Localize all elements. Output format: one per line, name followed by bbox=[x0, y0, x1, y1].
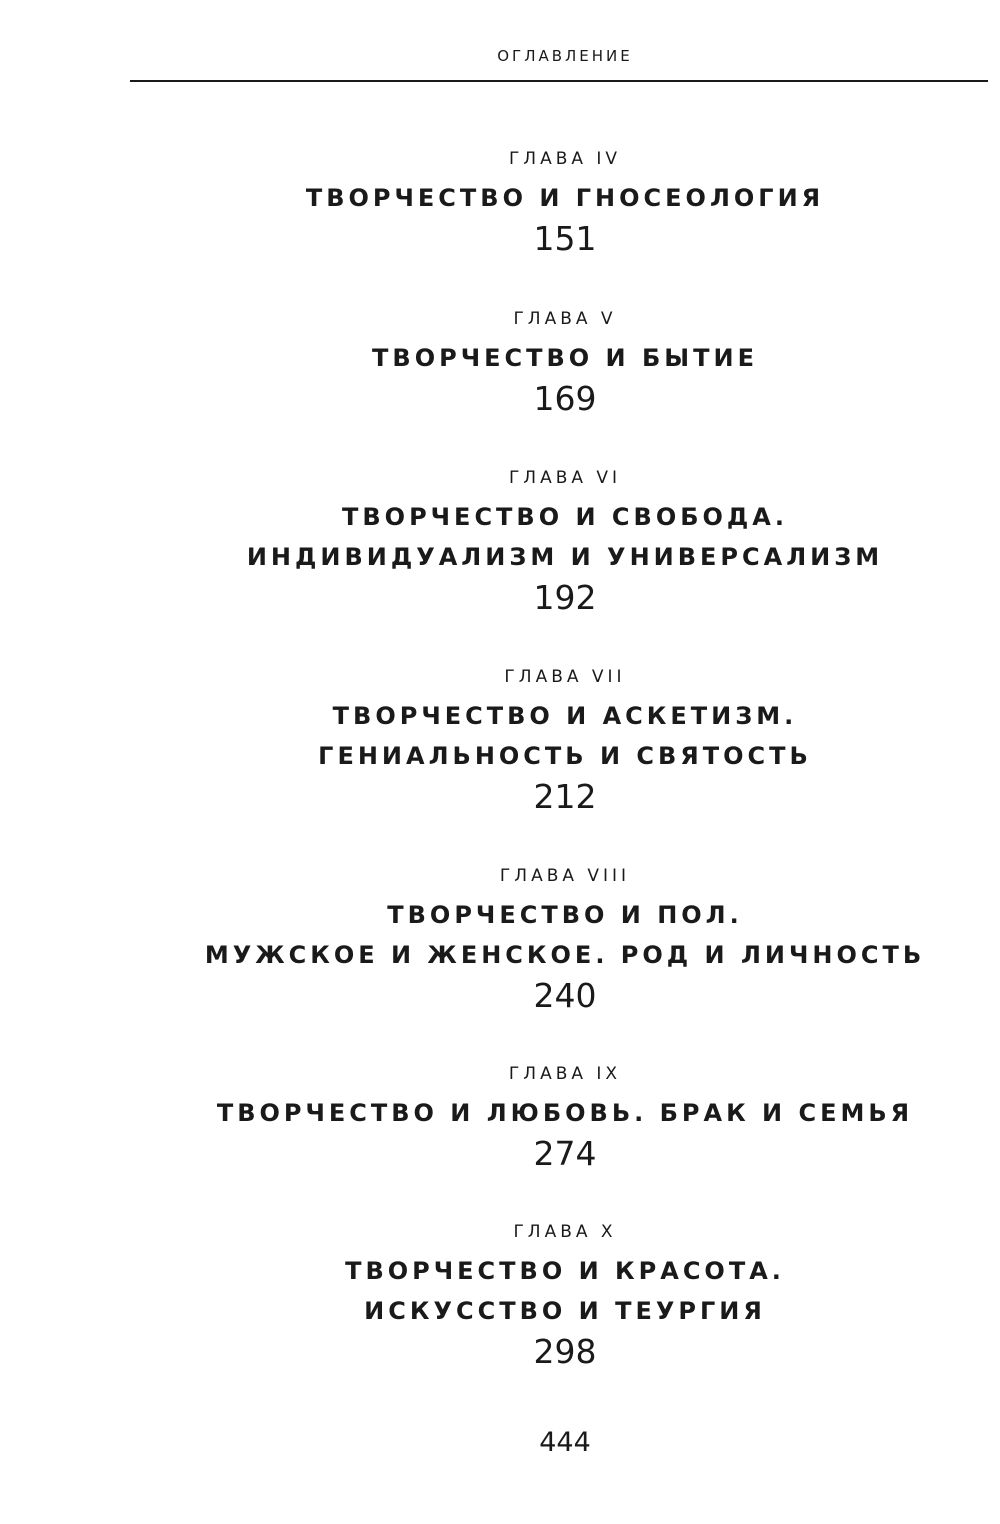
toc-entry-chapter-6[interactable] bbox=[0, 468, 1000, 618]
chapter-label: ГЛАВА X bbox=[513, 1222, 617, 1242]
chapter-label: ГЛАВА IV bbox=[508, 149, 622, 169]
toc-entry-chapter-7[interactable] bbox=[0, 667, 1000, 817]
chapter-title-line: ТВОРЧЕСТВО И КРАСОТА. bbox=[345, 1257, 785, 1285]
chapter-title-line: ТВОРЧЕСТВО И СВОБОДА. bbox=[342, 503, 788, 531]
chapter-title-line: ИСКУССТВО И ТЕУРГИЯ bbox=[364, 1297, 766, 1325]
chapter-title-line: МУЖСКОЕ И ЖЕНСКОЕ. РОД И ЛИЧНОСТЬ bbox=[204, 941, 926, 969]
chapter-page-number: 298 bbox=[533, 1332, 597, 1371]
folio-page-number: 444 bbox=[539, 1427, 591, 1458]
chapter-page-number: 151 bbox=[533, 219, 597, 258]
toc-entry-chapter-8[interactable] bbox=[0, 866, 1000, 1016]
chapter-title-line: ТВОРЧЕСТВО И ГНОСЕОЛОГИЯ bbox=[305, 184, 825, 212]
toc-entry-chapter-5[interactable] bbox=[0, 309, 1000, 419]
running-head: ОГЛАВЛЕНИЕ bbox=[497, 47, 633, 65]
chapter-title-line: ИНДИВИДУАЛИЗМ И УНИВЕРСАЛИЗМ bbox=[246, 543, 884, 571]
chapter-title-line: ТВОРЧЕСТВО И ПОЛ. bbox=[387, 901, 743, 929]
chapter-label: ГЛАВА VIII bbox=[499, 866, 631, 886]
toc-entry-chapter-9[interactable] bbox=[0, 1064, 1000, 1174]
chapter-page-number: 240 bbox=[533, 976, 597, 1015]
toc-entry-chapter-4[interactable] bbox=[0, 149, 1000, 259]
chapter-label: ГЛАВА VII bbox=[504, 667, 626, 687]
chapter-page-number: 212 bbox=[533, 777, 597, 816]
chapter-page-number: 274 bbox=[533, 1134, 597, 1173]
chapter-label: ГЛАВА V bbox=[513, 309, 617, 329]
chapter-title-line: ТВОРЧЕСТВО И ЛЮБОВЬ. БРАК И СЕМЬЯ bbox=[216, 1099, 914, 1127]
chapter-page-number: 169 bbox=[533, 379, 597, 418]
chapter-title-line: ГЕНИАЛЬНОСТЬ И СВЯТОСТЬ bbox=[318, 742, 812, 770]
header-rule bbox=[130, 80, 988, 82]
chapter-title-line: ТВОРЧЕСТВО И БЫТИЕ bbox=[372, 344, 758, 372]
chapter-page-number: 192 bbox=[533, 578, 597, 617]
chapter-label: ГЛАВА VI bbox=[508, 468, 622, 488]
chapter-title-line: ТВОРЧЕСТВО И АСКЕТИЗМ. bbox=[332, 702, 798, 730]
toc-entry-chapter-10[interactable] bbox=[0, 1222, 1000, 1372]
chapter-label: ГЛАВА IX bbox=[508, 1064, 622, 1084]
